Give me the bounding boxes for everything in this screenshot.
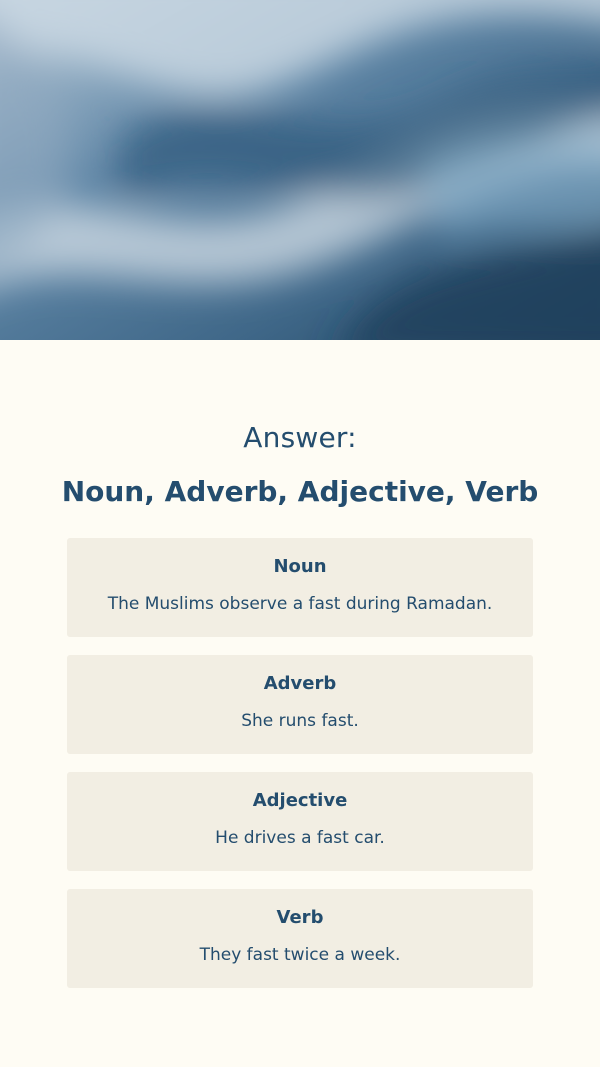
card-title: Verb bbox=[276, 907, 324, 928]
card-title: Noun bbox=[273, 556, 327, 577]
card-sentence: The Muslims observe a fast during Ramadan. bbox=[107, 594, 493, 614]
card-noun bbox=[67, 538, 533, 637]
card-sentence: He drives a fast car. bbox=[215, 828, 385, 848]
card-verb bbox=[67, 889, 533, 988]
abstract-wave-illustration bbox=[0, 0, 600, 340]
answer-label: Answer: bbox=[243, 421, 357, 454]
card-adjective bbox=[67, 772, 533, 871]
card-title: Adverb bbox=[263, 673, 337, 694]
card-sentence: They fast twice a week. bbox=[199, 945, 401, 965]
answer-value: Noun, Adverb, Adjective, Verb bbox=[61, 475, 539, 508]
card-sentence: She runs fast. bbox=[241, 711, 359, 731]
card-title: Adjective bbox=[252, 790, 348, 811]
answer-section bbox=[0, 340, 600, 1067]
hero-image bbox=[0, 0, 600, 340]
card-adverb bbox=[67, 655, 533, 754]
